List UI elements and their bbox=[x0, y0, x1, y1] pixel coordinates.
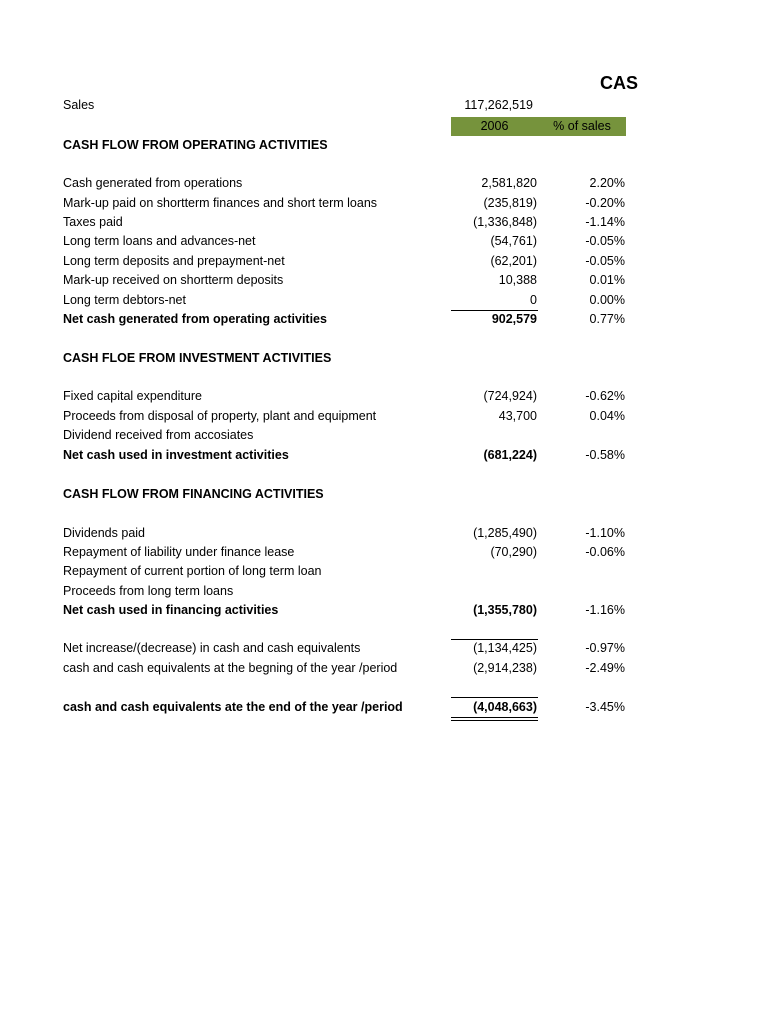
section-heading: CASH FLOE FROM INVESTMENT ACTIVITIES bbox=[63, 351, 332, 365]
sales-value: 117,262,519 bbox=[464, 98, 533, 112]
row-label: Mark-up paid on shortterm finances and short term loans bbox=[63, 196, 378, 210]
double-underline-rule bbox=[451, 720, 538, 721]
row-pct: -1.14% bbox=[585, 215, 625, 229]
row-label: Proceeds from long term loans bbox=[63, 584, 234, 598]
table-row bbox=[0, 252, 768, 271]
opening-label: cash and cash equivalents at the begning of the year /period bbox=[63, 661, 398, 675]
closing-value: (4,048,663) bbox=[473, 700, 537, 714]
opening-pct: -2.49% bbox=[585, 661, 625, 675]
row-label: Cash generated from operations bbox=[63, 176, 243, 190]
table-row bbox=[0, 271, 768, 290]
row-pct: 2.20% bbox=[589, 176, 625, 190]
table-row bbox=[0, 543, 768, 562]
total-value: (1,355,780) bbox=[473, 603, 537, 617]
total-pct: -0.58% bbox=[585, 448, 625, 462]
table-row bbox=[0, 582, 768, 601]
row-label: Proceeds from disposal of property, plant and equipment bbox=[63, 409, 377, 423]
total-label: Net cash used in financing activities bbox=[63, 603, 279, 617]
table-row bbox=[0, 524, 768, 543]
table-row bbox=[0, 174, 768, 193]
closing-label: cash and cash equivalents ate the end of the year /period bbox=[63, 700, 403, 714]
row-value: (235,819) bbox=[483, 196, 537, 210]
row-label: Dividend received from accosiates bbox=[63, 428, 254, 442]
table-row bbox=[0, 213, 768, 232]
sales-label: Sales bbox=[63, 98, 95, 112]
total-pct: 0.77% bbox=[589, 312, 625, 326]
total-row bbox=[0, 446, 768, 465]
net-change-pct: -0.97% bbox=[585, 641, 625, 655]
total-label: Net cash used in investment activities bbox=[63, 448, 289, 462]
double-underline-rule bbox=[451, 717, 538, 718]
column-header-band bbox=[451, 117, 626, 136]
table-row bbox=[0, 232, 768, 251]
row-pct: -0.05% bbox=[585, 254, 625, 268]
row-value: 10,388 bbox=[498, 273, 537, 287]
net-change-row bbox=[0, 639, 768, 658]
total-value: 902,579 bbox=[491, 312, 537, 326]
total-pct: -1.16% bbox=[585, 603, 625, 617]
net-change-label: Net increase/(decrease) in cash and cash equivalents bbox=[63, 641, 361, 655]
section-heading: CASH FLOW FROM FINANCING ACTIVITIES bbox=[63, 487, 324, 501]
row-label: Long term debtors-net bbox=[63, 293, 186, 307]
row-label: Dividends paid bbox=[63, 526, 145, 540]
row-pct: -1.10% bbox=[585, 526, 625, 540]
section-heading: CASH FLOW FROM OPERATING ACTIVITIES bbox=[63, 138, 328, 152]
row-value: (62,201) bbox=[490, 254, 537, 268]
row-pct: -0.20% bbox=[585, 196, 625, 210]
row-label: Fixed capital expenditure bbox=[63, 389, 202, 403]
total-row bbox=[0, 601, 768, 620]
row-label: Repayment of current portion of long term loan bbox=[63, 564, 322, 578]
total-label: Net cash generated from operating activities bbox=[63, 312, 327, 326]
row-label: Repayment of liability under finance lease bbox=[63, 545, 295, 559]
row-value: 2,581,820 bbox=[481, 176, 537, 190]
net-change-value: (1,134,425) bbox=[473, 641, 537, 655]
table-row bbox=[0, 194, 768, 213]
row-label: Long term deposits and prepayment-net bbox=[63, 254, 285, 268]
row-value: (70,290) bbox=[490, 545, 537, 559]
row-pct: 0.04% bbox=[589, 409, 625, 423]
table-row bbox=[0, 291, 768, 310]
row-pct: -0.06% bbox=[585, 545, 625, 559]
table-row bbox=[0, 426, 768, 445]
row-value: 43,700 bbox=[498, 409, 537, 423]
sales-row bbox=[0, 96, 768, 115]
row-value: (54,761) bbox=[490, 234, 537, 248]
year-header: 2006 bbox=[480, 119, 509, 133]
row-value: (1,285,490) bbox=[473, 526, 537, 540]
financing-heading-row bbox=[0, 485, 768, 504]
row-pct: -0.62% bbox=[585, 389, 625, 403]
row-label: Mark-up received on shortterm deposits bbox=[63, 273, 284, 287]
operating-heading-row bbox=[0, 136, 768, 155]
page-title-fragment: CAS bbox=[600, 73, 639, 93]
row-value: (724,924) bbox=[483, 389, 537, 403]
total-value: (681,224) bbox=[483, 448, 537, 462]
row-label: Long term loans and advances-net bbox=[63, 234, 256, 248]
opening-value: (2,914,238) bbox=[473, 661, 537, 675]
pct-header: % of sales bbox=[553, 119, 611, 133]
row-label: Taxes paid bbox=[63, 215, 123, 229]
table-row bbox=[0, 562, 768, 581]
table-row bbox=[0, 407, 768, 426]
row-value: 0 bbox=[530, 293, 537, 307]
total-row bbox=[0, 310, 768, 329]
row-value: (1,336,848) bbox=[473, 215, 537, 229]
row-pct: 0.01% bbox=[589, 273, 625, 287]
investment-heading-row bbox=[0, 349, 768, 368]
closing-pct: -3.45% bbox=[585, 700, 625, 714]
row-pct: 0.00% bbox=[589, 293, 625, 307]
closing-balance-row bbox=[0, 698, 768, 717]
opening-balance-row bbox=[0, 659, 768, 678]
table-row bbox=[0, 387, 768, 406]
row-pct: -0.05% bbox=[585, 234, 625, 248]
